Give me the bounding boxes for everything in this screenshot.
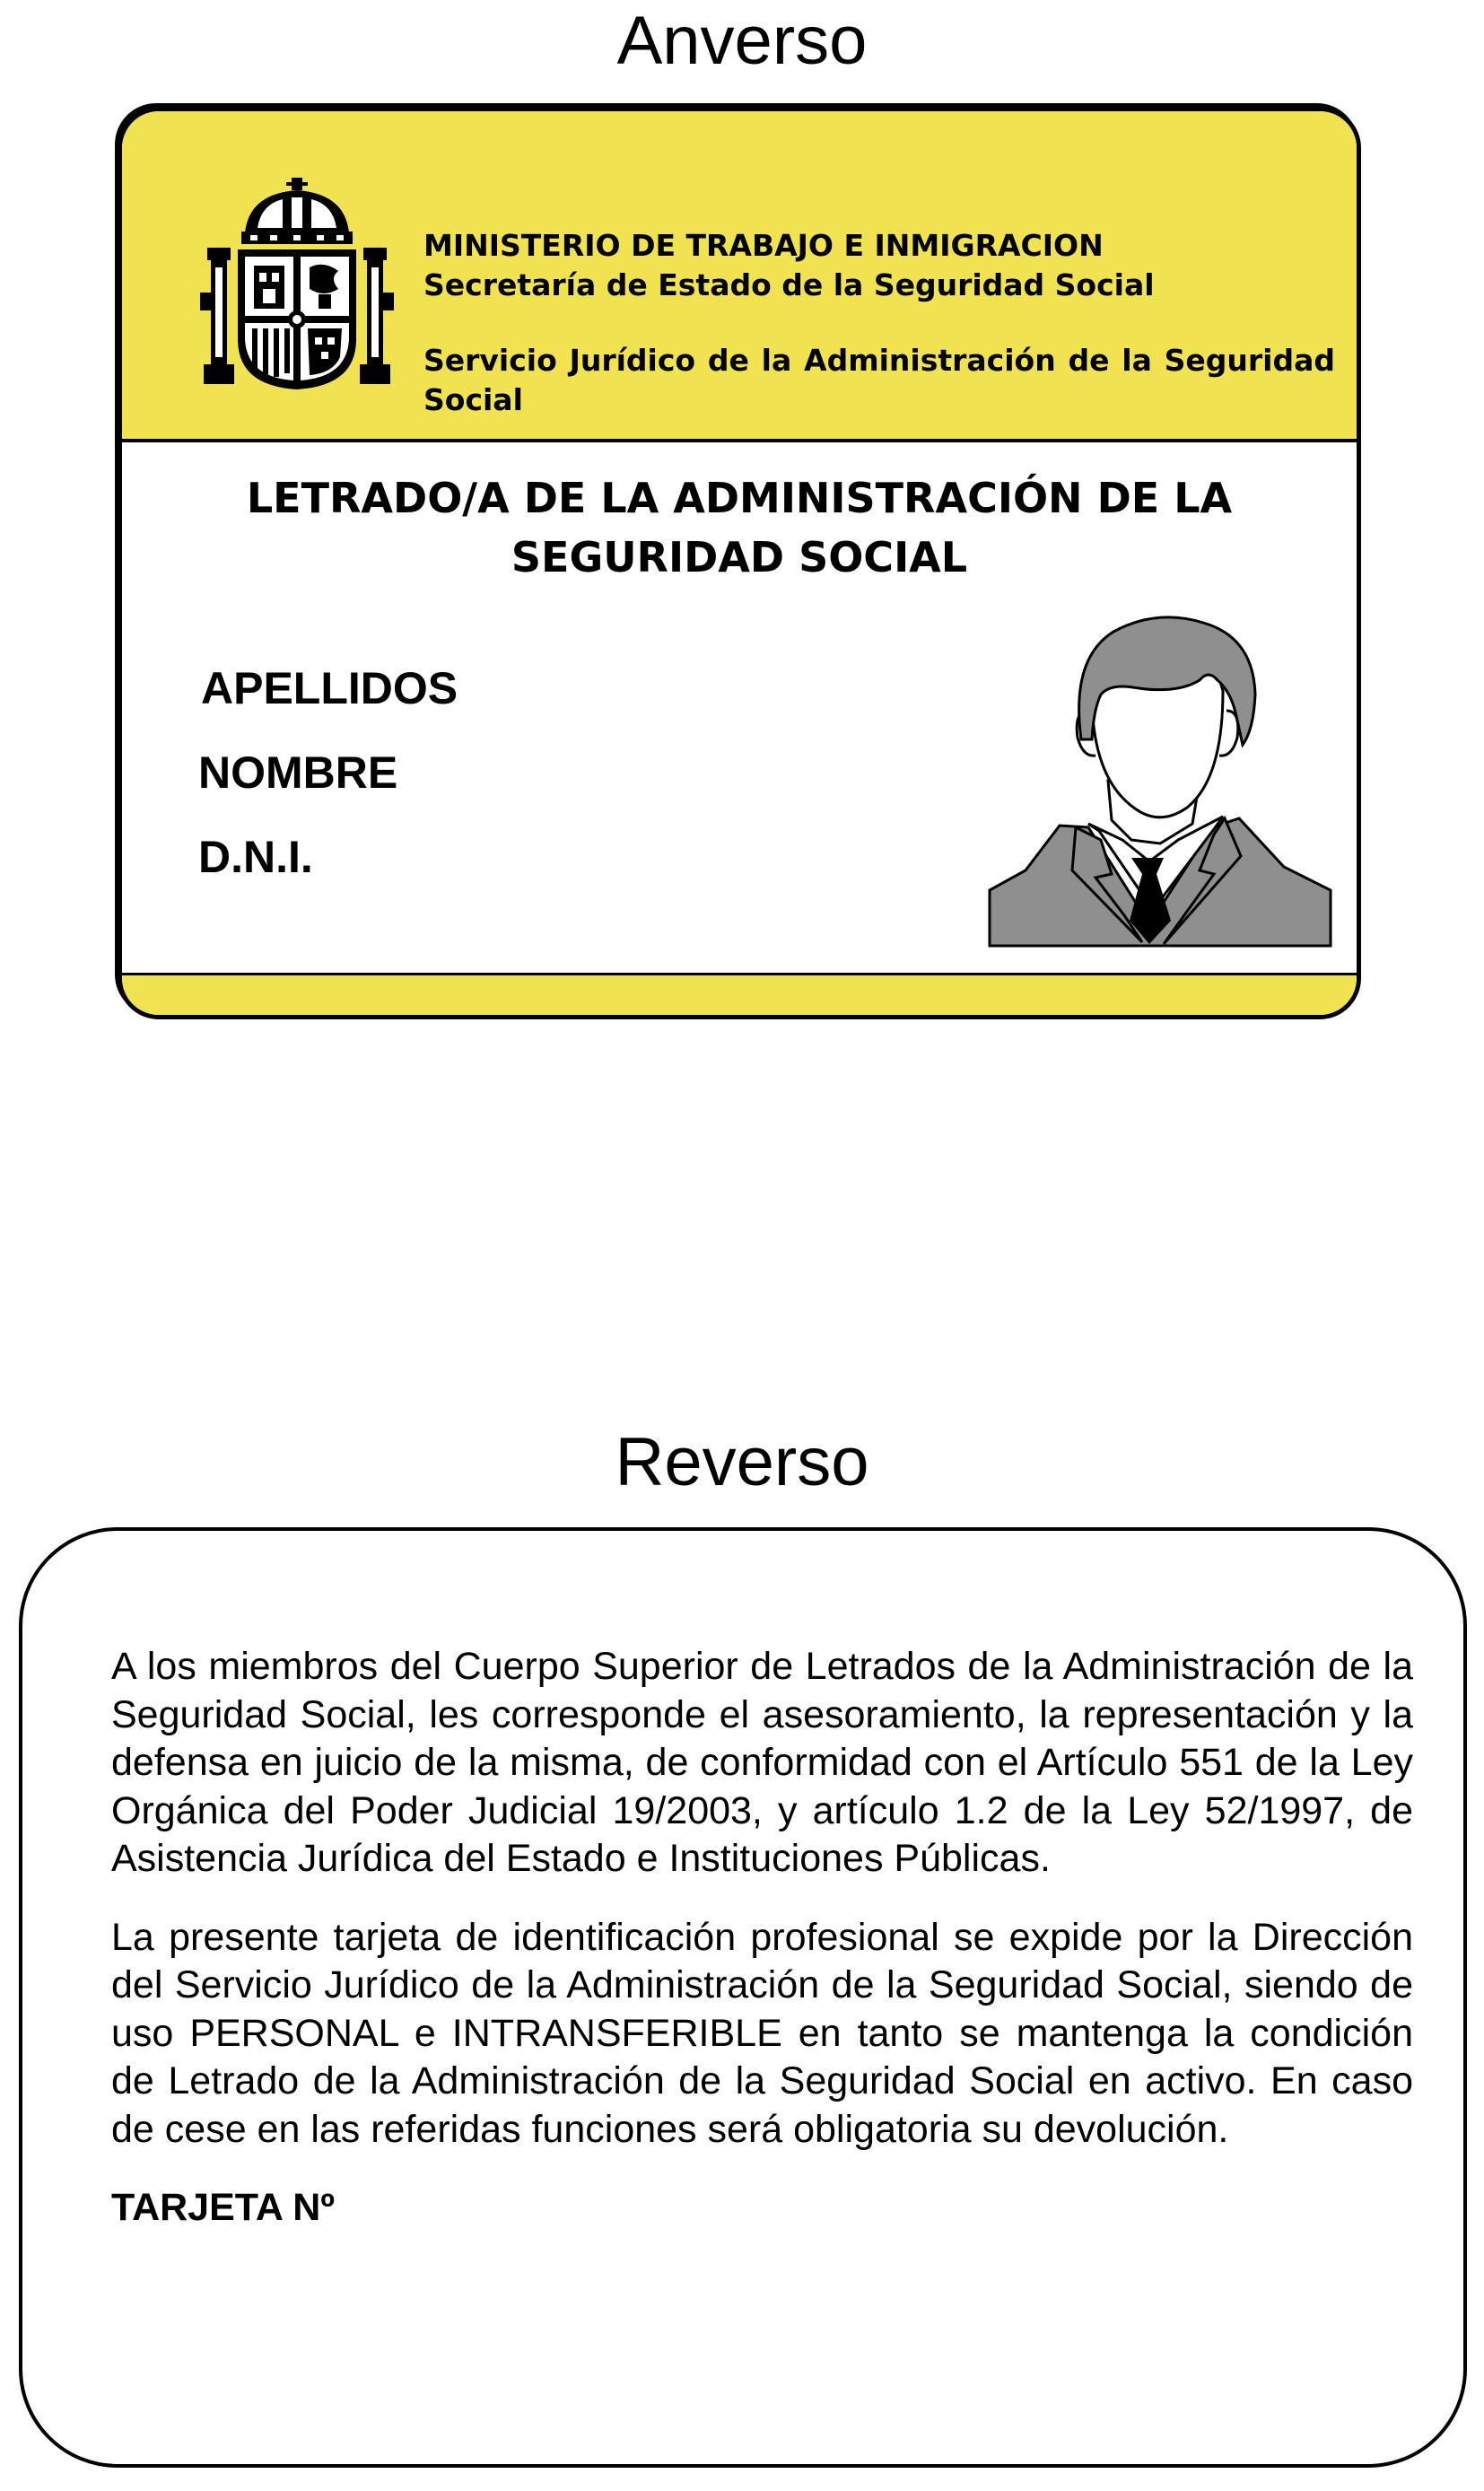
card-back-text <box>111 1643 1413 2263</box>
front-side-title: Anverso <box>616 3 868 79</box>
card-footer-band <box>122 973 1357 1015</box>
person-silhouette-icon <box>988 605 1332 948</box>
dni-label: D.N.I. <box>198 832 313 882</box>
id-card-back <box>19 1527 1467 2468</box>
id-card-front <box>118 107 1361 1019</box>
ministry-block <box>423 226 1335 420</box>
surname-label: APELLIDOS <box>201 663 458 713</box>
back-side-title: Reverso <box>615 1424 869 1500</box>
legal-paragraph-2: La presente tarjeta de identificación profesional se expide por la Dirección del Servicio Jurídico de la Administración de la Seguridad Social, siendo de uso PERSONAL e INTRANSFERIBLE en tanto se mantenga la condición de Letrado de la Administración de la Seguridad Social en activo. En caso de cese en las referidas funciones será obligatoria su devolución. <box>111 1915 1413 2151</box>
name-label: NOMBRE <box>198 747 398 798</box>
card-number-label: TARJETA Nº <box>111 2186 336 2229</box>
card-heading: LETRADO/A DE LA ADMINISTRACIÓN DE LA SEGURIDAD SOCIAL <box>246 474 1233 581</box>
legal-paragraph-1: A los miembros del Cuerpo Superior de Letrados de la Administración de la Seguridad Social, les corresponde el asesoramiento, la representación y la defensa en juicio de la misma, de conformidad con el Artículo 551 de la Ley Orgánica del Poder Judicial 19/2003, y artículo 1.2 de la Ley 52/1997, de Asistencia Jurídica del Estado e Instituciones Públicas. <box>111 1645 1413 1880</box>
coat-of-arms-icon <box>198 178 396 393</box>
ministry-name: MINISTERIO DE TRABAJO E INMIGRACION <box>423 228 1104 263</box>
secretariat-name: Secretaría de Estado de la Seguridad Social <box>423 267 1155 302</box>
service-name: Servicio Jurídico de la Administración de la Seguridad Social <box>423 343 1335 417</box>
